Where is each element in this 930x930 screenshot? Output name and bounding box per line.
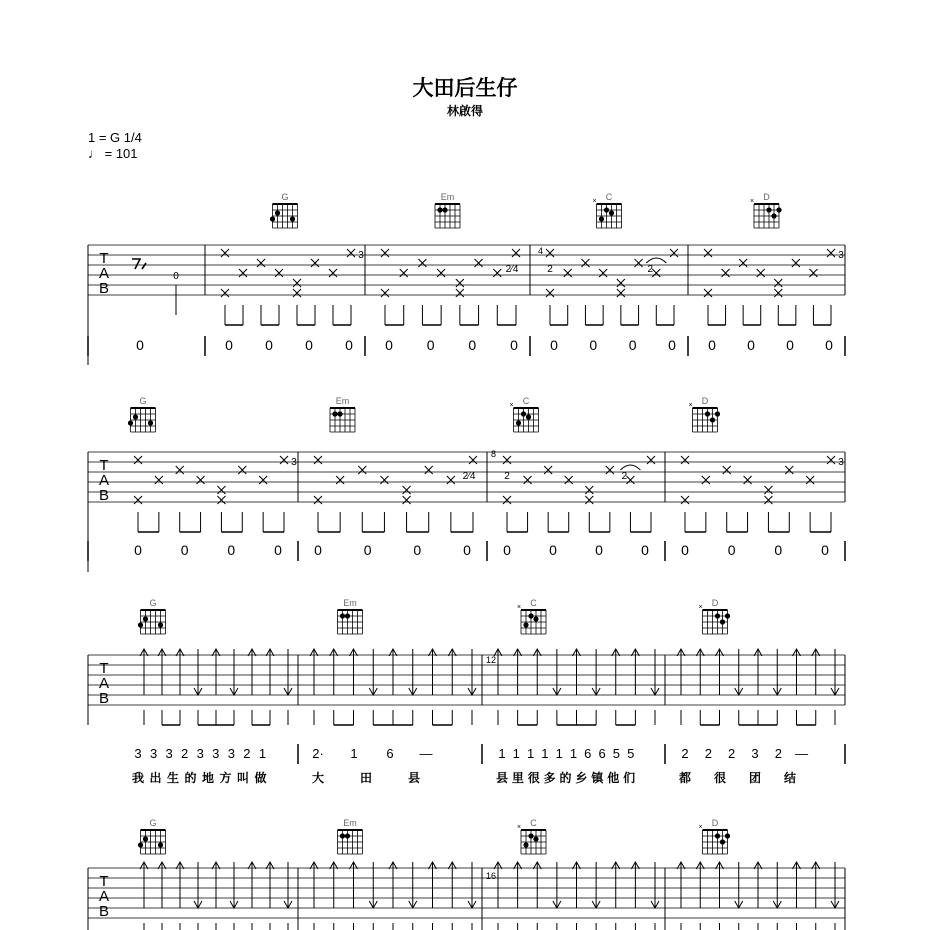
numbered-note: 2 [181, 746, 189, 761]
tab-clef-t: T [99, 873, 109, 890]
numbered-note: 0 [503, 542, 511, 558]
chord-dot [521, 411, 526, 416]
chord-dot [766, 207, 771, 212]
dead-note-x [257, 259, 265, 267]
numbered-note: 0 [227, 542, 236, 558]
tempo-value: = 101 [104, 146, 138, 161]
chord-name: D [701, 396, 709, 406]
chord-name: Em [343, 598, 357, 608]
dead-note-x [565, 476, 573, 484]
tab-clef-t: T [99, 250, 109, 267]
dead-note-x [764, 486, 772, 494]
chord-dot [609, 210, 614, 215]
dead-note-x [221, 249, 229, 257]
dead-note-x [134, 456, 142, 464]
numbered-note: 3 [134, 746, 142, 761]
chord-dot [133, 414, 138, 419]
chord-dot [725, 613, 730, 618]
numbered-note: 0 [274, 542, 282, 558]
numbered-note: 0 [668, 337, 676, 353]
dead-note-x [155, 476, 163, 484]
dead-note-x [512, 249, 520, 257]
numbered-note: 0 [426, 337, 435, 353]
chord-dot [516, 420, 521, 425]
chord-dot [345, 613, 350, 618]
dead-note-x [564, 269, 572, 277]
fret-two: 2 [547, 264, 553, 275]
chord-name: G [149, 818, 157, 828]
lyric-char: 的 [559, 771, 572, 785]
lyric-char: 县 [407, 771, 421, 785]
numbered-note: 0 [385, 337, 393, 353]
tab-clef-b: B [98, 487, 110, 504]
dead-note-x [314, 496, 322, 504]
chord-dot [604, 207, 609, 212]
dead-note-x [702, 476, 710, 484]
lyric-char: 叫 [236, 771, 250, 785]
chord-name: G [139, 396, 147, 406]
lyric-char: 多 [543, 771, 556, 785]
dead-note-x [704, 289, 712, 297]
chord-dot [128, 420, 133, 425]
dead-note-x [774, 279, 782, 287]
chord-dot [148, 420, 153, 425]
numbered-note: 0 [225, 337, 233, 353]
numbered-note: 0 [681, 542, 689, 558]
chord-dot [442, 207, 447, 212]
measure-number: 8 [491, 449, 497, 459]
numbered-note: 6 [598, 746, 606, 761]
chord-dot [715, 613, 720, 618]
numbered-note: 0 [821, 542, 829, 558]
tab-clef-t: T [99, 457, 109, 474]
chord-dot [526, 414, 531, 419]
numbered-note: 0 [727, 542, 736, 558]
numbered-note: 0 [305, 337, 313, 353]
dead-note-x [437, 269, 445, 277]
dead-note-x [314, 456, 322, 464]
dead-note-x [827, 456, 835, 464]
lyric-char: 镇 [591, 771, 604, 785]
lyric-char: 乡 [575, 771, 588, 785]
dead-note-x [475, 259, 483, 267]
chord-name: C [605, 192, 613, 202]
dead-note-x [681, 496, 689, 504]
dead-note-x [585, 486, 593, 494]
dead-note-x [647, 456, 655, 464]
chord-dot [340, 613, 345, 618]
fret-slide: 2⁄4 [462, 471, 476, 482]
lyric-char: 方 [219, 771, 232, 785]
chord-dot [720, 839, 725, 844]
lyric-char: 大 [311, 771, 325, 785]
lyric-char: 很 [527, 771, 540, 785]
numbered-note: 3 [165, 746, 173, 761]
tab-clef-b: B [98, 280, 110, 297]
tab-clef-a: A [98, 265, 110, 282]
tab-clef-t: T [99, 660, 109, 677]
numbered-note: 5 [627, 746, 635, 761]
numbered-note: 2 [681, 746, 689, 761]
dead-note-x [259, 476, 267, 484]
chord-dot [138, 622, 143, 627]
numbered-note: 1 [512, 746, 520, 761]
dead-note-x [358, 466, 366, 474]
dead-note-x [239, 269, 247, 277]
dead-note-x [792, 259, 800, 267]
tie-arc [646, 258, 666, 263]
chord-dot [270, 216, 275, 221]
tab-clef-a: A [98, 472, 110, 489]
chord-dot [533, 616, 538, 621]
dead-note-x [238, 466, 246, 474]
numbered-note: 0 [180, 542, 189, 558]
dead-note-x [456, 279, 464, 287]
dead-note-x [493, 269, 501, 277]
lyric-char: 地 [201, 771, 215, 785]
chord-name: Em [440, 192, 455, 202]
dead-note-x [585, 496, 593, 504]
lyric-char: 做 [254, 771, 267, 785]
dead-note-x [774, 289, 782, 297]
dead-note-x [280, 456, 288, 464]
dead-note-x [670, 249, 678, 257]
numbered-note: 2 [774, 746, 782, 761]
numbered-note: 6 [584, 746, 592, 761]
numbered-note: 5 [612, 746, 621, 761]
numbered-note: 0 [641, 542, 649, 558]
chord-dot [776, 207, 781, 212]
dead-note-x [739, 259, 747, 267]
chord-mute-mark: × [688, 402, 693, 409]
numbered-note: 0 [549, 542, 557, 558]
tab-clef-b: B [98, 903, 110, 920]
chord-name: Em [335, 396, 350, 406]
dead-note-x [635, 259, 643, 267]
pickup-fret: 0 [173, 271, 179, 282]
lyric-char: 我 [131, 771, 145, 785]
chord-name: C [522, 396, 530, 406]
numbered-note: 2 [243, 746, 251, 761]
numbered-note: 0 [136, 337, 144, 353]
dead-note-x [217, 496, 225, 504]
chord-name: D [711, 598, 719, 608]
fret-two: 2 [504, 471, 510, 482]
numbered-note: — [419, 746, 433, 761]
measure-number: 12 [486, 655, 497, 665]
dead-note-x [217, 486, 225, 494]
numbered-note: 0 [595, 542, 603, 558]
lyric-char: 团 [748, 771, 762, 785]
chord-dot [158, 842, 163, 847]
numbered-note: 0 [345, 337, 353, 353]
dead-note-x [275, 269, 283, 277]
dead-note-x [176, 466, 184, 474]
tab-clef-a: A [98, 675, 110, 692]
chord-dot [437, 207, 442, 212]
numbered-note: 1 [569, 746, 578, 761]
measure-number: 4 [538, 246, 544, 256]
dead-note-x [809, 269, 817, 277]
chord-mute-mark: × [698, 604, 703, 611]
dead-note-x [704, 249, 712, 257]
lyric-char: 县 [495, 771, 509, 785]
dead-note-x [347, 249, 355, 257]
numbered-note: 1 [541, 746, 549, 761]
chord-dot [290, 216, 295, 221]
chord-dot [275, 210, 280, 215]
chord-dot [340, 833, 345, 838]
dead-note-x [380, 476, 388, 484]
numbered-note: 3 [212, 746, 220, 761]
tab-clef-a: A [98, 888, 110, 905]
key-signature: 1 = G 1/4 [88, 130, 142, 145]
quarter-note-icon: ♩ [88, 146, 101, 161]
dead-note-x [626, 476, 634, 484]
chord-dot [705, 411, 710, 416]
chord-dot [533, 836, 538, 841]
numbered-note: — [795, 746, 809, 761]
dead-note-x [221, 289, 229, 297]
dead-note-x [757, 269, 765, 277]
chord-dot [345, 833, 350, 838]
chord-dot [143, 616, 148, 621]
numbered-note: 1 [258, 746, 267, 761]
dead-note-x [744, 476, 752, 484]
numbered-note: 0 [747, 337, 755, 353]
dead-note-x [722, 269, 730, 277]
dead-note-x [293, 289, 301, 297]
lyric-char: 出 [149, 771, 162, 785]
chord-dot [715, 411, 720, 416]
chord-mute-mark: × [592, 198, 597, 205]
chord-dot [332, 411, 337, 416]
numbered-note: 0 [363, 542, 372, 558]
dead-note-x [456, 289, 464, 297]
numbered-note: 0 [413, 542, 422, 558]
numbered-note: 3 [227, 746, 235, 761]
numbered-note: 0 [463, 542, 471, 558]
lyric-char: 生 [166, 771, 180, 785]
lyric-char: 很 [713, 771, 727, 785]
tab-clef-b: B [98, 690, 110, 707]
chord-dot [528, 613, 533, 618]
numbered-note: 6 [386, 746, 394, 761]
lyric-char: 的 [184, 771, 197, 785]
chord-dot [143, 836, 148, 841]
chord-dot [528, 833, 533, 838]
chord-name: Em [343, 818, 357, 828]
dead-note-x [400, 269, 408, 277]
chord-dot [710, 417, 715, 422]
numbered-note: 0 [786, 337, 794, 353]
dead-note-x [681, 456, 689, 464]
dead-note-x [447, 476, 455, 484]
numbered-note: 0 [314, 542, 322, 558]
dead-note-x [311, 259, 319, 267]
dead-note-x [381, 249, 389, 257]
numbered-note: 0 [825, 337, 833, 353]
dead-note-x [524, 476, 532, 484]
numbered-note: 0 [510, 337, 518, 353]
dead-note-x [617, 279, 625, 287]
fret-two-tied: 2 [647, 264, 654, 275]
numbered-note: 2 [728, 746, 736, 761]
dead-note-x [329, 269, 337, 277]
dead-note-x [546, 289, 554, 297]
measure-number: 16 [486, 871, 497, 881]
chord-dot [599, 216, 604, 221]
numbered-note: 0 [628, 337, 637, 353]
chord-dot [771, 213, 776, 218]
dead-note-x [197, 476, 205, 484]
dead-note-x [293, 279, 301, 287]
fret-two-tied: 2 [621, 471, 628, 482]
chord-name: G [281, 192, 289, 202]
lyric-char: 里 [511, 771, 524, 785]
dead-note-x [546, 249, 554, 257]
dead-note-x [336, 476, 344, 484]
dead-note-x [581, 259, 589, 267]
rest-symbol [132, 259, 146, 269]
numbered-note: 2· [312, 746, 324, 761]
dead-note-x [503, 456, 511, 464]
dead-note-x [134, 496, 142, 504]
numbered-note: 1 [526, 746, 535, 761]
chord-mute-mark: × [749, 198, 755, 205]
lyric-char: 都 [678, 771, 692, 785]
fret-three: 3 [838, 250, 844, 261]
dead-note-x [403, 486, 411, 494]
dead-note-x [764, 496, 772, 504]
numbered-note: 3 [196, 746, 204, 761]
dead-note-x [503, 496, 511, 504]
chord-dot [523, 842, 528, 847]
lyric-char: 们 [623, 771, 636, 785]
fret-three: 3 [838, 457, 844, 468]
numbered-note: 0 [708, 337, 716, 353]
dead-note-x [723, 466, 731, 474]
chord-dot [720, 619, 725, 624]
numbered-note: 2 [704, 746, 712, 761]
dead-note-x [827, 249, 835, 257]
fret-three: 3 [358, 250, 364, 261]
numbered-note: 0 [134, 542, 142, 558]
chord-mute-mark: × [516, 604, 522, 611]
lyric-char: 结 [783, 771, 797, 785]
numbered-note: 0 [589, 337, 598, 353]
song-title: 大田后生仔 [412, 76, 518, 100]
song-artist: 林啟得 [446, 104, 483, 118]
tie-arc [620, 465, 640, 470]
chord-name: D [763, 192, 770, 202]
numbered-note: 3 [751, 746, 759, 761]
dead-note-x [652, 269, 660, 277]
chord-name: D [711, 818, 719, 828]
dead-note-x [617, 289, 625, 297]
numbered-note: 1 [555, 746, 563, 761]
numbered-note: 0 [468, 337, 477, 353]
chord-name: G [149, 598, 157, 608]
dead-note-x [606, 466, 614, 474]
chord-name: C [530, 598, 537, 608]
chord-dot [715, 833, 720, 838]
fret-slide: 2⁄4 [505, 264, 519, 275]
numbered-note: 3 [149, 746, 158, 761]
fret-three: 3 [291, 457, 297, 468]
chord-dot [523, 622, 528, 627]
chord-dot [725, 833, 730, 838]
dead-note-x [599, 269, 607, 277]
chord-mute-mark: × [516, 824, 522, 831]
dead-note-x [544, 466, 552, 474]
chord-dot [337, 411, 342, 416]
dead-note-x [806, 476, 814, 484]
chord-mute-mark: × [698, 824, 703, 831]
numbered-note: 0 [265, 337, 273, 353]
chord-dot [138, 842, 143, 847]
lyric-char: 他 [607, 771, 620, 785]
chord-mute-mark: × [509, 402, 514, 409]
dead-note-x [785, 466, 793, 474]
numbered-note: 1 [498, 746, 506, 761]
dead-note-x [403, 496, 411, 504]
chord-dot [158, 622, 163, 627]
chord-name: C [530, 818, 537, 828]
dead-note-x [425, 466, 433, 474]
lyric-char: 田 [359, 771, 373, 785]
numbered-note: 1 [350, 746, 358, 761]
dead-note-x [418, 259, 426, 267]
dead-note-x [469, 456, 477, 464]
dead-note-x [381, 289, 389, 297]
numbered-note: 0 [774, 542, 783, 558]
numbered-note: 0 [550, 337, 558, 353]
